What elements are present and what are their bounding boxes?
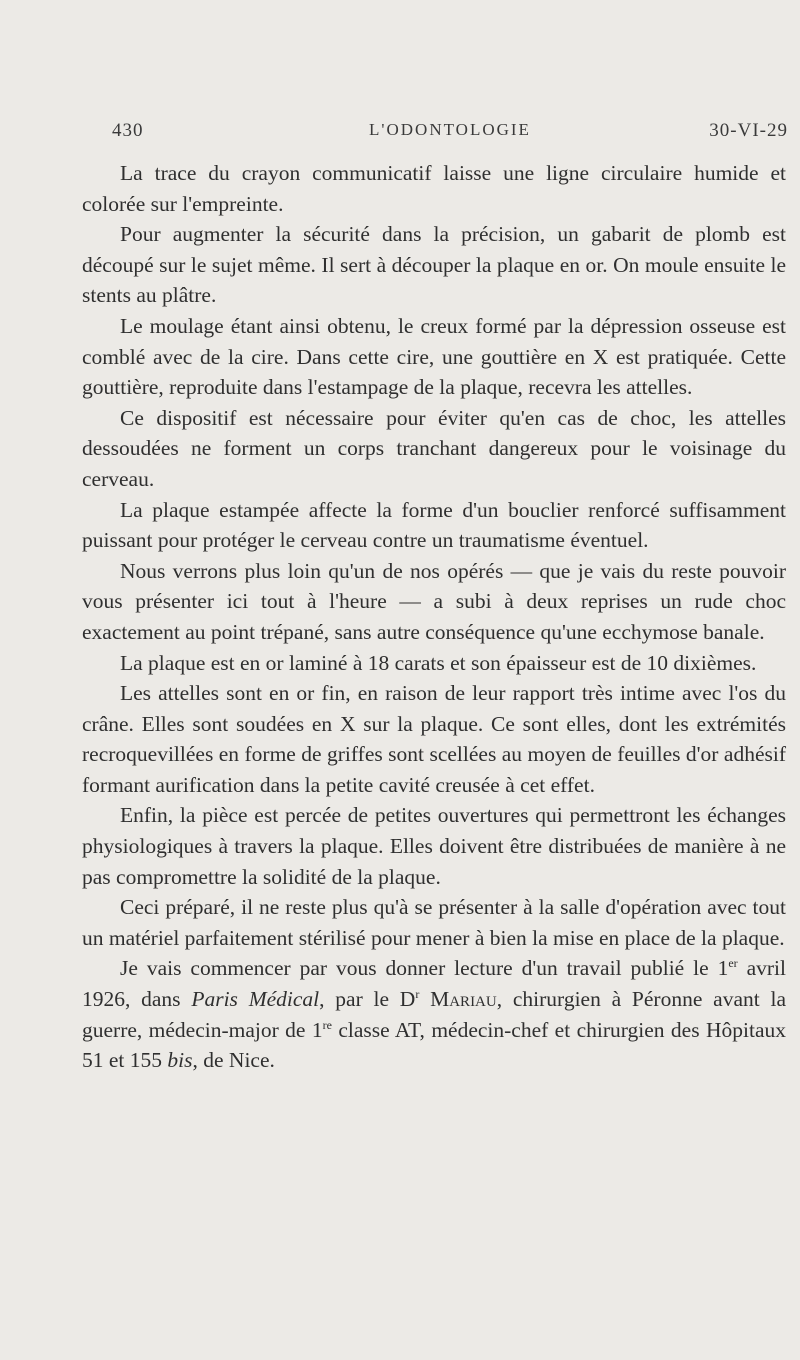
paragraph: Ce dispositif est nécessaire pour éviter qu'en cas de choc, les attelles dessoudées ne forment un corps tranchant dangereux pour le voisinage du cerveau.: [82, 405, 786, 491]
text-run: avril 1926, dans: [82, 956, 786, 1012]
issue-date: 30-VI-29: [709, 120, 788, 141]
page-number: 430: [112, 120, 144, 141]
paragraph: Pour augmenter la sécurité dans la précision, un gabarit de plomb est découpé sur le sujet même. Il sert à découper la plaque en or. On moule ensuite le stents au plâtre.: [82, 222, 786, 308]
journal-reference: Paris Médical: [191, 987, 320, 1012]
text-run: classe AT, médecin-chef et chirurgien des Hôpitaux 51 et 155: [82, 1017, 786, 1073]
body-text: [82, 158, 786, 1076]
paragraph: La trace du crayon communicatif laisse une ligne circulaire humide et colorée sur l'empreinte.: [82, 161, 786, 216]
text-run: , chirurgien à Péronne avant la guerre, médecin-major de 1: [82, 987, 786, 1042]
paragraph-last: [82, 953, 786, 1075]
italic-word: bis: [167, 1048, 193, 1073]
text-run: , par le D: [319, 987, 416, 1012]
paragraph: Ceci préparé, il ne reste plus qu'à se présenter à la salle d'opération avec tout un matériel parfaitement stérilisé pour mener à bien la mise en place de la plaque.: [82, 895, 786, 950]
author-name: Mariau: [430, 987, 497, 1012]
paragraph: Le moulage étant ainsi obtenu, le creux formé par la dépression osseuse est comblé avec de la cire. Dans cette cire, une gouttière en X est pratiquée. Cette gouttière, reproduite dans l'estampage de la plaque, recevra les attelles.: [82, 313, 786, 400]
superscript: er: [728, 956, 738, 971]
paragraph: Les attelles sont en or fin, en raison de leur rapport très intime avec l'os du crâne. Elles sont soudées en X sur la plaque. Ce sont elles, dont les extrémités recroquevillées en forme de griffes sont scellées au moyen de feuilles d'or adhésif formant aurification dans la petite cavité creusée à cet effet.: [82, 681, 786, 797]
running-header: [112, 120, 788, 150]
paragraph: La plaque est en or laminé à 18 carats et son épaisseur est de 10 dixièmes.: [120, 650, 757, 675]
text-run: Je vais commencer par vous donner lecture d'un travail publié le 1: [120, 956, 729, 981]
text-run: , de Nice.: [192, 1048, 275, 1073]
paragraph: Enfin, la pièce est percée de petites ouvertures qui permettront les échanges physiologiques à travers la plaque. Elles doivent être distribuées de manière à ne pas compromettre la solidité de la plaque.: [82, 803, 786, 889]
paragraph: Nous verrons plus loin qu'un de nos opérés — que je vais du reste pouvoir vous présenter ici tout à l'heure — a subi à deux reprises un rude choc exactement au point trépané, sans autre conséquence qu'une ecchymose banale.: [82, 558, 786, 644]
superscript: re: [322, 1017, 332, 1032]
paragraph: La plaque estampée affecte la forme d'un bouclier renforcé suffisamment puissant pour protéger le cerveau contre un traumatisme éventuel.: [82, 497, 786, 553]
superscript: r: [415, 986, 420, 1001]
journal-title: L'ODONTOLOGIE: [369, 120, 531, 139]
